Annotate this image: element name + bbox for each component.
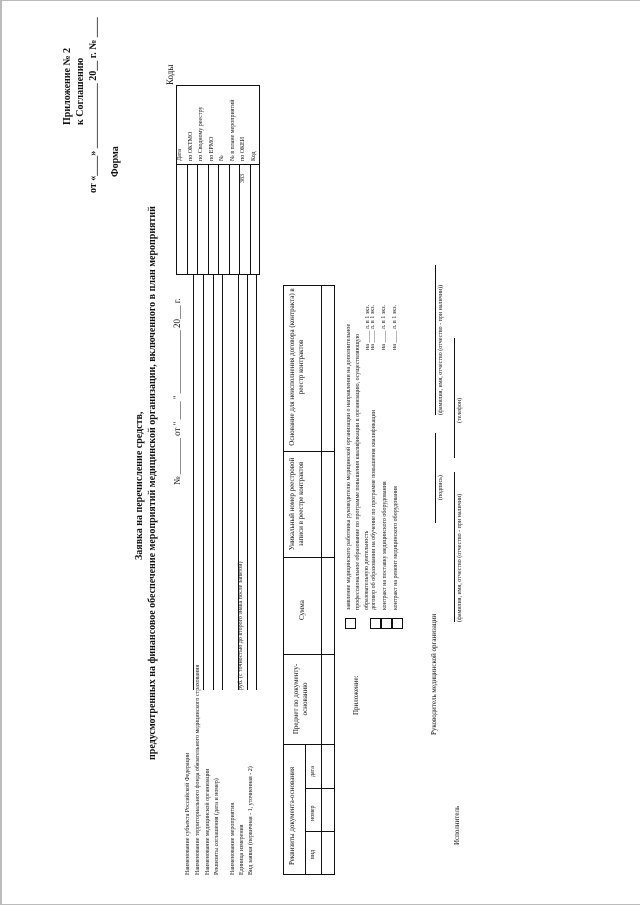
executor-label: Исполнитель [453,805,461,845]
col-basis: Основание для неисполнения договора (контракта) в реестр контрактов [288,288,305,446]
codes-row-line [208,165,209,275]
head-label: Руководитель медицинской организации [430,613,438,735]
codes-row-line [187,165,188,275]
codes-row-label: по Сводному реестру [198,106,204,161]
codes-row-line [218,165,219,275]
codes-row-label: Дата [177,149,183,161]
attachment-checkbox-1 [345,618,356,629]
attachment-checkbox-3 [381,618,392,629]
sub-nomer: номер [310,805,316,821]
codes-row-line [250,165,251,275]
codes-row-label: по ОКЕИ [240,136,246,161]
attachment-pages: на ____ л. в 1 экз. [365,305,371,350]
col-unique-number: Уникальный номер реестровой записи в реестре контрактов [288,457,305,551]
field-label: Реквизиты соглашения (дата и номер) [214,778,220,875]
heading-subtitle: предусмотренных на финансовое обеспечение мероприятий медицинской организации, включенного в план мероприятий [147,206,158,760]
field-value-line [203,275,204,690]
codes-row-label: № в плане мероприятий [229,99,236,161]
executor-name-line [454,472,455,622]
heading-number-line: № ________ от " ____ " ______________ 20___ г. [172,298,182,485]
podpis-caption: (подпись) [438,475,444,500]
codes-row-label: по ОКТМО [187,131,194,161]
field-label: Наименование мероприятия [230,802,236,875]
heading-title: Заявка на перечисление средств, [134,411,145,560]
fio-caption: (фамилия, имя, отчество (отчество - при наличии)) [438,284,444,415]
head-name-line [435,265,436,415]
appendix-subtitle: к Соглашению [75,57,86,125]
attachment-item-text: заявление медицинского работника руководителю медицинской организации о направлении на дополнительное профессиональное образование по программе повышения квалификации в организацию, осуществляющую образовательную деятельность [346,323,370,610]
col-sum: Сумма [298,600,306,620]
codes-row-line [197,165,198,275]
field-value-line [256,275,257,690]
attachment-label: Приложение: [352,675,360,715]
executor-phone-line [454,338,455,458]
head-signature-line [435,433,436,523]
codes-row-label: № [219,155,225,161]
field-label: Наименование медицинской организации [205,768,211,875]
phone-caption: (телефон) [457,397,463,423]
scan-edge-top [0,0,640,1]
codes-row-label: Код [250,151,257,161]
codes-row-label: по ЕРМО [208,136,215,161]
appendix-title: Приложение № 2 [62,47,73,125]
fio2-caption: (фамилия, имя, отчество (отчество - при наличии) [457,493,463,622]
form-label: Форма [110,146,121,177]
field-label: Наименование субъекта Российской Федерации [185,752,191,875]
col-subject: Предмет по документу-основанию [292,663,309,735]
field-value-line [213,275,214,690]
col-requisites: Реквизиты документа-основания [288,766,296,865]
codes-row-line [229,165,230,275]
codes-header: Коды [165,64,175,85]
attachment-item-text: договор об образовании на обучение по программе повышения квалификации [371,410,377,610]
sub-data: дата [310,766,316,777]
attachment-checkbox-2 [370,618,381,629]
attachment-item-text: контракт на ремонт медицинского оборудования [393,486,399,610]
field-value-line [222,275,223,690]
attachment-pages: на ____ л. в 1 экз. [370,305,376,350]
attachment-pages: на ____ л. в 1 экз. [392,305,398,350]
field-label: Наименование территориального фонда обязательного медицинского страхования [195,664,201,875]
field-value-line [193,275,194,690]
sub-vid: вид [310,849,316,859]
scan-edge-left [0,0,2,905]
field-value-line [247,275,248,690]
attachment-item-text: контракт на поставку медицинского оборудования [382,481,388,610]
attachment-checkbox-4 [392,618,403,629]
field-label: Единица измерения [239,824,245,875]
codes-row-value: 383 [240,174,246,183]
field-label: Вид заявки (первичная - 1, уточненная - 2) [248,766,254,875]
appendix-date-line: от «____» _____________ 20__ г. № ____ [88,17,99,193]
attachment-pages: на ____ л. в 1 экз. [381,305,387,350]
field-value: руб. (с точностью до второго знака после запятой) [238,561,244,690]
